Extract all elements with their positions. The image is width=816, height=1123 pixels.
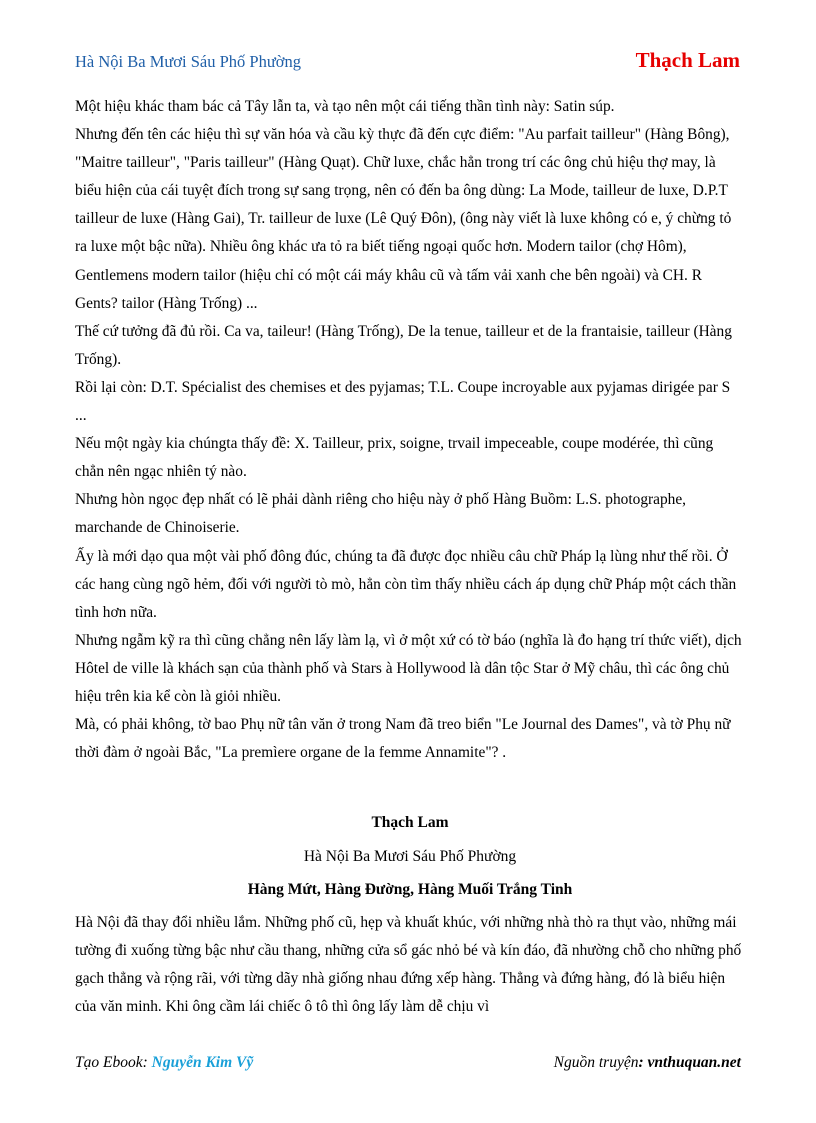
section-heading [75, 806, 745, 907]
paragraph: Thế cứ tưởng đã đủ rồi. Ca va, taileur! (Hàng Trống), De la tenue, tailleur et de la frantaisie, tailleur (Hàng Trống). [75, 322, 732, 368]
section-chapter-title: Hàng Mứt, Hàng Đường, Hàng Muối Trắng Tinh [247, 881, 573, 899]
paragraph: Mà, có phải không, tờ bao Phụ nữ tân văn ở trong Nam đã treo biển "Le Journal des Dames", và tờ Phụ nữ thời đàm ở ngoài Bắc, "La premìere organe de la femme Annamite"? . [75, 716, 731, 762]
footer-ebook-creator: Nguyễn Kim Vỹ [151, 1054, 254, 1071]
paragraph: Nếu một ngày kia chúngta thấy đề: X. Tailleur, prix, soigne, trvail impeceable, coupe modérée, thì cũng chẳn nên ngạc nhiên tý nào. [75, 435, 714, 481]
header-author: Thạch Lam [635, 48, 740, 72]
paragraph: Nhưng đến tên các hiệu thì sự văn hóa và cầu kỳ thực đã đến cực điểm: "Au parfait tailleur" (Hàng Bông), "Maitre tailleur", "Paris tailleur" (Hàng Quạt). Chữ luxe, chắc hẳn trong trí các ông chủ hiệu thợ may, là biểu hiện của cái tuyệt đích trong sự sang trọng, nên có đến ba ông dùng: La Mode, tailleur de luxe, D.P.T tailleur de luxe (Hàng Gai), Tr. tailleur de luxe (Lê Quý Đôn), (ông này viết là luxe không có e, ý chừng tỏ ra luxe một bậc nữa). Nhiều ông khác ưa tỏ ra biết tiếng ngoại quốc hơn. Modern tailor (chợ Hôm), Gentlemens modern tailor (hiệu chỉ có một cái máy khâu cũ và tấm vải xanh che bên ngoài) và CH. R Gents? tailor (Hàng Trống) ... [75, 126, 732, 312]
document-body [75, 93, 745, 1021]
footer-ebook-label: Tạo Ebook [75, 1054, 143, 1071]
paragraph: Nhưng ngẫm kỹ ra thì cũng chẳng nên lấy làm lạ, vì ở một xứ có tờ báo (nghĩa là đo hạng trí thức viết), dịch Hôtel de ville là khách sạn của thành phố và Stars à Hollywood là dân tộc Star ở Mỹ châu, thì các ông chủ hiệu trên kia kể còn là giỏi nhiều. [75, 631, 742, 705]
paragraph: Nhưng hòn ngọc đẹp nhất có lẽ phải dành riêng cho hiệu này ở phố Hàng Buồm: L.S. photographe, marchande de Chinoiserie. [75, 491, 687, 537]
footer-source-credit: Nguồn truyện: vnthuquan.net [553, 1054, 741, 1071]
footer-source-label: Nguồn truyện [553, 1054, 639, 1071]
section-spacer [75, 767, 745, 806]
paragraph: Ấy là mới dạo qua một vài phố đông đúc, chúng ta đã được đọc nhiều câu chữ Pháp lạ lùng như thế rồi. Ở các hang cùng ngõ hẻm, đối với người tò mò, hẳn còn tìm thấy nhiều cách áp dụng chữ Pháp một cách thần tình hơn nữa. [75, 547, 737, 621]
paragraph: Rồi lại còn: D.T. Spécialist des chemises et des pyjamas; T.L. Coupe incroyable aux pyjamas dirigée par S ... [75, 378, 731, 425]
section-author: Thạch Lam [371, 814, 449, 832]
footer-source-site: vnthuquan.net [647, 1054, 741, 1071]
section-book-title: Hà Nội Ba Mươi Sáu Phố Phường [303, 847, 517, 865]
paragraph: Hà Nội đã thay đổi nhiều lắm. Những phố cũ, hẹp và khuất khúc, với những nhà thò ra thụt vào, những mái tường đi xuống từng bậc như cầu thang, những cửa sổ gác nhỏ bé và kín đáo, đã nhường chỗ cho những phố gạch thẳng và rộng rãi, với từng dãy nhà giống nhau đứng xếp hàng. Thẳng và đứng hàng, đó là biểu hiện của văn minh. Khi ông cầm lái chiếc ô tô thì ông lấy làm dễ chịu vì [75, 913, 742, 1016]
header-book-title: Hà Nội Ba Mươi Sáu Phố Phường [75, 52, 302, 71]
paragraph: Một hiệu khác tham bác cả Tây lẫn ta, và tạo nên một cái tiếng thần tình này: Satin súp. [75, 98, 615, 115]
footer-ebook-credit: Tạo Ebook: Nguyễn Kim Vỹ [75, 1054, 254, 1071]
